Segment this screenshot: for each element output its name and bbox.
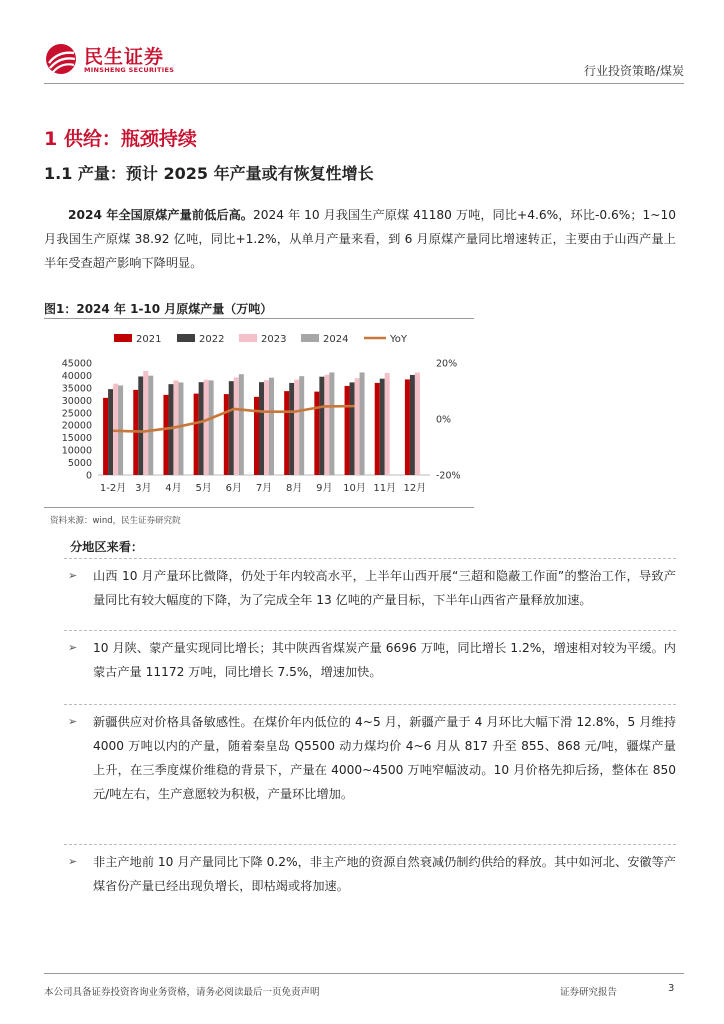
bar-2023: [355, 378, 360, 475]
bullet-item-non-main: [64, 850, 676, 898]
arrow-bullet-icon: ➢: [68, 715, 78, 728]
y-tick-label-right: 0%: [436, 414, 452, 426]
production-chart: [44, 320, 474, 506]
header-divider: [44, 83, 684, 84]
y-tick-label-left: 35000: [61, 383, 92, 395]
bar-2021: [163, 395, 168, 475]
bar-2023: [385, 373, 390, 475]
bar-2023: [294, 380, 299, 475]
report-category: 行业投资策略/煤炭: [583, 64, 684, 78]
x-tick-label: 8月: [285, 483, 303, 494]
figure-top-rule: [44, 318, 474, 319]
logo-text-en: MINSHENG SECURITIES: [84, 66, 175, 74]
subsection-heading: 1.1 产量：预计 2025 年产量或有恢复性增长: [44, 164, 374, 183]
bullet-divider: [64, 704, 676, 705]
legend-label: 2023: [261, 334, 287, 345]
y-tick-label-left: 45000: [61, 358, 92, 370]
arrow-bullet-icon: ➢: [68, 855, 78, 868]
bar-2023: [415, 372, 420, 475]
bar-2022: [380, 379, 385, 475]
y-tick-label-left: 40000: [61, 370, 92, 382]
y-tick-label-left: 5000: [67, 458, 92, 470]
bar-2022: [319, 377, 324, 475]
bar-2023: [264, 380, 269, 475]
bar-2023: [143, 371, 148, 475]
bar-2021: [224, 394, 229, 475]
bullet-text: 山西 10 月产量环比微降，仍处于年内较高水平，上半年山西开展“三超和隐蔽工作面”的整治工作，导致产量同比有较大幅度的下降，为了完成全年 13 亿吨的产量目标，下半年山西省产量释放加速。: [93, 569, 676, 607]
footer-disclaimer: 本公司具备证券投资咨询业务资格，请务必阅读最后一页免责声明: [44, 987, 320, 998]
intro-body: 2024 年 10 月我国生产原煤 41180 万吨，同比+4.6%，环比-0.6%；1~10 月我国生产原煤 38.92 亿吨，同比+1.2%，从单月产量来看，到 6 月原煤产量同比增速转正，主要由于山西产量上半年受查超产影响下降明显。: [44, 208, 676, 270]
bullet-divider: [64, 630, 676, 631]
bullet-text: 新疆供应对价格具备敏感性。在煤价年内低位的 4~5 月，新疆产量于 4 月环比大幅下滑 12.8%，5 月维持 4000 万吨以内的产量，随着秦皇岛 Q5500 动力煤均价 4~6 月从 817 升至 855、868 元/吨，疆煤产量上升，在三季度煤价维稳的背景下，产量在 4000~4500 万吨窄幅波动。10 月价格先抑后扬，整体在 850 元/吨左右，生产意愿较为积极，产量环比增加。: [93, 715, 676, 801]
bar-2022: [259, 382, 264, 475]
bar-2024: [269, 378, 274, 475]
bullet-item-xinjiang: [64, 710, 676, 806]
figure-bottom-rule: [44, 507, 474, 508]
legend-swatch-2023: [239, 334, 257, 342]
arrow-bullet-icon: ➢: [68, 641, 78, 654]
bar-2023: [204, 380, 209, 475]
x-tick-label: 1-2月: [99, 483, 127, 494]
x-tick-label: 10月: [343, 483, 366, 494]
bar-2023: [234, 377, 239, 475]
bullet-item-shaanxi-neimenggu: [64, 636, 676, 684]
bar-2022: [199, 382, 204, 475]
legend-label: YoY: [390, 334, 408, 345]
bar-2021: [103, 398, 108, 475]
y-tick-label-right: 20%: [436, 358, 458, 370]
bar-2021: [194, 394, 199, 475]
legend-label: 2021: [136, 334, 162, 345]
bar-2024: [299, 376, 304, 475]
figure-title: 图1：2024 年 1-10 月原煤产量（万吨）: [44, 302, 273, 316]
logo: [44, 40, 244, 80]
x-tick-label: 7月: [255, 483, 273, 494]
page-header: [44, 40, 684, 80]
bar-2022: [108, 389, 113, 475]
legend-swatch-2024: [301, 334, 319, 342]
bar-2021: [345, 386, 350, 475]
x-tick-label: 3月: [135, 483, 152, 494]
bar-2021: [375, 383, 380, 475]
y-tick-label-left: 30000: [61, 395, 92, 407]
x-tick-label: 11月: [373, 483, 397, 494]
footer-report-type: 证券研究报告: [560, 987, 618, 998]
y-tick-label-left: 0: [85, 470, 92, 482]
figure-source: 资料来源：wind，民生证券研究院: [50, 516, 181, 526]
page-number: 3: [668, 983, 675, 994]
bar-2023: [113, 384, 118, 475]
arrow-bullet-icon: ➢: [68, 569, 78, 582]
x-tick-label: 9月: [316, 483, 333, 494]
x-tick-label: 5月: [195, 483, 212, 494]
y-tick-label-left: 20000: [61, 420, 92, 432]
legend-swatch-2021: [114, 334, 132, 342]
bar-2024: [178, 382, 183, 475]
bar-2022: [138, 376, 143, 475]
x-tick-label: 12月: [403, 483, 427, 494]
bullet-divider: [64, 558, 676, 559]
legend-label: 2024: [323, 334, 349, 345]
bar-2021: [284, 391, 289, 475]
section-heading: 1 供给：瓶颈持续: [44, 128, 197, 150]
bullet-text: 10 月陕、蒙产量实现同比增长；其中陕西省煤炭产量 6696 万吨，同比增长 1.2%，增速相对较为平缓。内蒙古产量 11172 万吨，同比增长 7.5%，增速加快。: [93, 641, 676, 679]
intro-paragraph: [44, 203, 676, 275]
bar-2024: [360, 372, 365, 475]
regional-subhead: 分地区来看：: [70, 540, 144, 554]
bar-2022: [350, 382, 355, 475]
legend-swatch-2022: [177, 334, 195, 342]
y-tick-label-left: 25000: [61, 408, 92, 420]
bar-2022: [289, 383, 294, 475]
intro-bold-lead: 2024 年全国原煤产量前低后高。: [68, 208, 254, 222]
bar-2024: [329, 372, 334, 475]
bar-2024: [239, 374, 244, 475]
minsheng-logo-icon: [44, 43, 78, 75]
y-tick-label-right: -20%: [436, 470, 461, 482]
bar-2021: [405, 379, 410, 475]
legend-label: 2022: [199, 334, 225, 345]
y-tick-label-left: 10000: [61, 445, 92, 457]
bar-2022: [229, 381, 234, 475]
bar-2024: [209, 380, 214, 475]
bullet-item-shanxi: [64, 564, 676, 612]
bullet-divider: [64, 844, 676, 845]
bar-2021: [314, 392, 319, 475]
footer-divider: [44, 973, 684, 974]
bar-2022: [168, 384, 173, 475]
bullet-text: 非主产地前 10 月产量同比下降 0.2%，非主产地的资源自然衰减仍制约供给的释放。其中如河北、安徽等产煤省份产量已经出现负增长，即枯竭或将加速。: [93, 855, 676, 893]
x-tick-label: 6月: [225, 483, 243, 494]
bar-2022: [410, 375, 415, 475]
bar-2021: [254, 397, 259, 475]
bar-2023: [324, 375, 329, 475]
bar-2024: [148, 376, 153, 475]
x-tick-label: 4月: [165, 483, 182, 494]
y-tick-label-left: 15000: [61, 433, 92, 445]
logo-text-cn: 民生证券: [84, 46, 165, 68]
